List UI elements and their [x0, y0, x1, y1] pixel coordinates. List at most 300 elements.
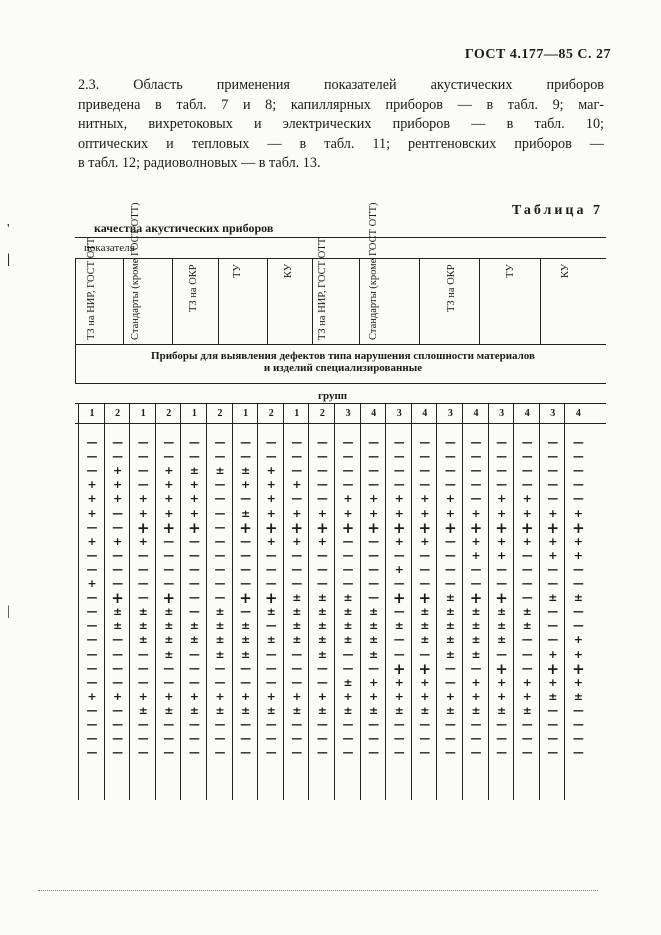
cell-mark: ±	[573, 689, 583, 703]
cell-mark: —	[444, 732, 456, 746]
cell-mark: ±	[138, 703, 148, 717]
cell-mark: ±	[189, 464, 199, 478]
cell-mark: —	[137, 450, 149, 464]
cell-mark: +	[546, 518, 560, 537]
cell-mark: —	[496, 746, 508, 760]
cell-mark: +	[522, 689, 532, 703]
column-divider	[419, 258, 420, 344]
cell-mark: —	[521, 562, 533, 576]
cell-mark: —	[163, 661, 175, 675]
cell-mark: —	[547, 718, 559, 731]
cell-mark: —	[112, 647, 124, 661]
cell-mark: —	[393, 718, 405, 731]
paragraph-line: приведена в табл. 7 и 8; капиллярных приборов — в табл. 9; маг-	[78, 96, 604, 113]
cell-mark: +	[471, 506, 481, 520]
cell-mark: —	[547, 478, 559, 492]
cell-mark: ±	[496, 605, 507, 619]
cell-mark: —	[419, 562, 431, 576]
cell-mark: —	[316, 478, 328, 492]
cell-mark: +	[573, 675, 583, 689]
cell-mark: —	[163, 534, 175, 548]
cell-mark: ±	[548, 689, 558, 703]
cell-mark: —	[265, 661, 277, 675]
group-divider	[436, 403, 437, 423]
paragraph-line: 2.3. Область применения показателей акустических приборов	[78, 77, 604, 93]
cell-mark: ±	[240, 647, 251, 661]
cell-mark: —	[547, 633, 559, 647]
cell-mark: —	[393, 450, 405, 464]
cell-mark: —	[137, 732, 149, 746]
cell-mark: +	[496, 675, 507, 689]
cell-mark: +	[240, 478, 251, 492]
data-column-rule	[283, 423, 284, 800]
cell-mark: +	[343, 689, 353, 703]
cell-mark: +	[87, 689, 97, 703]
cell-mark: +	[189, 689, 199, 703]
cell-mark: —	[137, 436, 149, 449]
group-divider	[564, 403, 565, 423]
cell-mark: —	[547, 619, 559, 633]
cell-mark: —	[86, 647, 98, 661]
cell-mark: —	[188, 562, 200, 576]
cell-mark: ±	[189, 619, 199, 633]
cell-mark: ±	[471, 605, 481, 619]
column-divider	[218, 258, 219, 344]
column-divider	[359, 258, 360, 344]
group-divider	[462, 403, 463, 423]
cell-mark: ±	[445, 703, 455, 717]
cell-mark: ±	[471, 633, 481, 647]
cell-mark: +	[164, 478, 174, 492]
cell-mark: +	[522, 675, 532, 689]
cell-mark: —	[470, 577, 482, 590]
cell-mark: —	[470, 450, 482, 464]
cell-mark: +	[520, 518, 534, 537]
cell-mark: +	[367, 518, 380, 537]
cell-mark: +	[239, 589, 252, 608]
cell-mark: ±	[522, 703, 532, 717]
page-header: ГОСТ 4.177—85 С. 27	[464, 47, 611, 62]
cell-mark: +	[112, 464, 123, 478]
cell-mark: —	[86, 464, 98, 478]
cell-mark: —	[393, 478, 405, 492]
cell-mark: —	[163, 746, 175, 760]
cell-mark: —	[86, 746, 98, 760]
cell-mark: —	[547, 703, 559, 717]
group-divider	[232, 403, 233, 423]
cell-mark: —	[188, 548, 200, 562]
cell-mark: +	[445, 506, 455, 520]
cell-mark: —	[240, 548, 252, 562]
cell-mark: +	[266, 689, 276, 703]
cell-mark: ±	[138, 605, 148, 619]
cell-mark: +	[572, 518, 585, 537]
col-header-ku: КУ	[283, 264, 294, 279]
cell-mark: +	[394, 534, 404, 548]
cell-mark: +	[548, 534, 558, 548]
table-label: Таблица 7	[511, 203, 603, 218]
cell-mark: +	[522, 492, 532, 506]
cell-mark: —	[444, 746, 456, 760]
cell-mark: —	[393, 577, 405, 590]
cell-mark: —	[214, 534, 226, 548]
cell-mark: —	[112, 675, 124, 689]
cell-mark: —	[265, 675, 277, 689]
cell-mark: —	[240, 732, 252, 746]
group-label: групп	[318, 390, 348, 402]
cell-mark: —	[240, 450, 252, 464]
cell-mark: —	[214, 591, 226, 605]
data-column-rule	[334, 423, 335, 800]
data-column-rule	[385, 423, 386, 800]
group-number: 4	[575, 408, 581, 419]
cell-mark: —	[470, 562, 482, 576]
cell-mark: —	[368, 591, 380, 605]
cell-mark: ±	[420, 633, 430, 647]
cell-mark: +	[292, 478, 302, 492]
cell-mark: +	[266, 478, 276, 492]
cell-mark: +	[496, 492, 507, 506]
cell-mark: +	[138, 506, 148, 520]
group-number: 3	[550, 408, 556, 419]
cell-mark: —	[86, 605, 98, 619]
cell-mark: —	[572, 436, 584, 449]
cell-mark: +	[316, 518, 329, 537]
cell-mark: —	[342, 478, 354, 492]
cell-mark: +	[162, 518, 176, 537]
cell-mark: —	[521, 647, 533, 661]
cell-mark: +	[420, 492, 430, 506]
cell-mark: —	[188, 718, 200, 731]
cell-mark: —	[291, 746, 303, 760]
section-bottom-rule	[75, 383, 606, 384]
cell-mark: +	[164, 464, 174, 478]
cell-mark: +	[471, 534, 481, 548]
cell-mark: —	[444, 577, 456, 590]
cell-mark: —	[291, 436, 303, 449]
data-column-rule	[488, 423, 489, 800]
data-column-rule	[308, 423, 309, 800]
cell-mark: +	[343, 492, 353, 506]
cell-mark: —	[470, 492, 482, 506]
cell-mark: ±	[368, 647, 379, 661]
group-number: 2	[166, 408, 172, 419]
cell-mark: —	[291, 464, 303, 478]
cell-mark: —	[86, 703, 98, 717]
cell-mark: —	[572, 577, 584, 590]
group-divider	[206, 403, 207, 423]
table-caption: качества акустических приборов	[94, 221, 274, 235]
cell-mark: +	[189, 492, 199, 506]
cell-mark: +	[290, 518, 304, 537]
column-divider	[479, 258, 480, 344]
cell-mark: —	[342, 718, 354, 731]
cell-mark: —	[137, 548, 149, 562]
cell-mark: —	[163, 562, 175, 576]
cell-mark: —	[214, 675, 226, 689]
margin-mark: |	[7, 252, 11, 267]
cell-mark: —	[547, 732, 559, 746]
cell-mark: —	[342, 534, 354, 548]
cell-mark: ±	[522, 619, 532, 633]
cell-mark: +	[317, 534, 327, 548]
column-divider	[312, 258, 313, 344]
cell-mark: —	[214, 478, 226, 492]
cell-mark: —	[163, 718, 175, 731]
cell-mark: +	[138, 492, 148, 506]
data-column-rule	[129, 423, 130, 800]
cell-mark: —	[137, 478, 149, 492]
cell-mark: —	[521, 478, 533, 492]
cell-mark: +	[292, 506, 302, 520]
cell-mark: —	[86, 633, 98, 647]
group-divider	[257, 403, 258, 423]
cell-mark: —	[547, 492, 559, 506]
cell-mark: —	[496, 436, 508, 449]
cell-mark: ±	[368, 619, 379, 633]
cell-mark: ±	[240, 703, 251, 717]
data-column-rule	[564, 423, 565, 800]
cell-mark: —	[265, 450, 277, 464]
cell-mark: ±	[215, 647, 225, 661]
cell-mark: +	[164, 506, 174, 520]
group-divider	[411, 403, 412, 423]
cell-mark: —	[240, 577, 252, 590]
cell-mark: —	[547, 450, 559, 464]
cell-mark: +	[420, 689, 430, 703]
cell-mark: +	[341, 518, 355, 537]
cell-mark: —	[572, 478, 584, 492]
cell-mark: —	[163, 577, 175, 590]
cell-mark: —	[496, 647, 508, 661]
footer-dotted-line	[38, 890, 598, 892]
cell-mark: —	[444, 718, 456, 731]
cell-mark: ±	[138, 633, 148, 647]
cell-mark: —	[521, 464, 533, 478]
cell-mark: +	[266, 506, 276, 520]
cell-mark: —	[214, 661, 226, 675]
cell-mark: —	[291, 577, 303, 590]
cell-mark: +	[522, 506, 532, 520]
data-column-rule	[155, 423, 156, 800]
cell-mark: —	[496, 577, 508, 590]
cell-mark: —	[316, 436, 328, 449]
cell-mark: —	[112, 746, 124, 760]
cell-mark: —	[572, 718, 584, 731]
cell-mark: —	[137, 718, 149, 731]
cell-mark: —	[470, 661, 482, 675]
cell-mark: —	[316, 732, 328, 746]
cell-mark: +	[317, 689, 327, 703]
table-header-rule	[75, 258, 606, 259]
cell-mark: —	[444, 478, 456, 492]
cell-mark: ±	[445, 619, 455, 633]
cell-mark: —	[240, 675, 252, 689]
group-number: 3	[499, 408, 505, 419]
cell-mark: +	[240, 689, 251, 703]
table-top-rule	[75, 237, 606, 238]
cell-mark: +	[548, 675, 558, 689]
data-column-rule	[411, 423, 412, 800]
cell-mark: —	[86, 591, 98, 605]
cell-mark: +	[138, 534, 148, 548]
cell-mark: —	[214, 492, 226, 506]
cell-mark: ±	[266, 633, 276, 647]
cell-mark: —	[368, 450, 380, 464]
col-header-tz-nir-2: ТЗ на НИР, ГОСТ ОТТ	[317, 237, 328, 340]
cell-mark: ±	[240, 633, 251, 647]
cell-mark: —	[444, 436, 456, 449]
section-left-rule	[75, 344, 76, 383]
cell-mark: +	[420, 675, 430, 689]
cell-mark: ±	[471, 619, 481, 633]
data-column-rule	[436, 423, 437, 800]
cell-mark: —	[444, 534, 456, 548]
cell-mark: —	[444, 464, 456, 478]
cell-mark: —	[444, 661, 456, 675]
cell-mark: —	[112, 703, 124, 717]
cell-mark: —	[368, 534, 380, 548]
cell-mark: —	[137, 464, 149, 478]
col-header-standards-2: Стандарты (кроме ГОСТ ОТТ)	[368, 202, 379, 340]
cell-mark: ±	[112, 619, 123, 633]
cell-mark: —	[214, 718, 226, 731]
cell-mark: +	[266, 492, 276, 506]
cell-mark: —	[470, 478, 482, 492]
cell-mark: ±	[343, 591, 353, 605]
cell-mark: —	[444, 562, 456, 576]
group-divider	[308, 403, 309, 423]
cell-mark: +	[215, 689, 225, 703]
cell-mark: ±	[343, 605, 353, 619]
data-column-rule	[360, 423, 361, 800]
cell-mark: —	[291, 548, 303, 562]
cell-mark: +	[188, 518, 201, 537]
cell-mark: ±	[215, 703, 225, 717]
cell-mark: —	[112, 732, 124, 746]
cell-mark: —	[137, 577, 149, 590]
margin-mark: |	[7, 604, 10, 619]
cell-mark: ±	[164, 647, 174, 661]
data-column-rule	[104, 423, 105, 800]
data-column-rule	[513, 423, 514, 800]
column-divider	[172, 258, 173, 344]
cell-mark: +	[343, 506, 353, 520]
cell-mark: —	[521, 718, 533, 731]
column-divider	[267, 258, 268, 344]
cell-mark: —	[316, 548, 328, 562]
cell-mark: +	[317, 506, 327, 520]
cell-mark: —	[419, 718, 431, 731]
cell-mark: —	[444, 450, 456, 464]
cell-mark: ±	[215, 464, 225, 478]
cell-mark: —	[342, 746, 354, 760]
cell-mark: ±	[138, 619, 148, 633]
cell-mark: ±	[368, 605, 379, 619]
cell-mark: +	[368, 675, 379, 689]
group-number: 3	[447, 408, 453, 419]
cell-mark: ±	[445, 633, 455, 647]
cell-mark: —	[316, 562, 328, 576]
column-divider	[75, 258, 76, 344]
cell-mark: +	[445, 689, 455, 703]
data-column-rule	[206, 423, 207, 800]
cell-mark: —	[547, 436, 559, 449]
cell-mark: —	[214, 506, 226, 520]
group-number: 2	[115, 408, 121, 419]
cell-mark: ±	[240, 619, 251, 633]
cell-mark: —	[86, 619, 98, 633]
cell-mark: —	[572, 746, 584, 760]
cell-mark: —	[265, 732, 277, 746]
cell-mark: —	[521, 661, 533, 675]
cell-mark: —	[163, 732, 175, 746]
cell-mark: —	[419, 746, 431, 760]
cell-mark: —	[470, 464, 482, 478]
cell-mark: +	[87, 577, 97, 590]
cell-mark: +	[495, 518, 508, 537]
group-number: 2	[268, 408, 274, 419]
cell-mark: —	[163, 675, 175, 689]
cell-mark: —	[86, 548, 98, 562]
cell-mark: ±	[164, 605, 174, 619]
cell-mark: —	[393, 633, 405, 647]
cell-mark: —	[521, 548, 533, 562]
cell-mark: ±	[189, 633, 199, 647]
group-divider	[539, 403, 540, 423]
cell-mark: ±	[292, 605, 302, 619]
cell-mark: —	[572, 703, 584, 717]
cell-mark: —	[112, 718, 124, 731]
group-divider	[180, 403, 181, 423]
cell-mark: —	[265, 562, 277, 576]
cell-mark: —	[188, 605, 200, 619]
cell-mark: +	[573, 506, 583, 520]
cell-mark: +	[573, 647, 583, 661]
cell-mark: ±	[317, 633, 327, 647]
cell-mark: —	[342, 647, 354, 661]
cell-mark: —	[547, 562, 559, 576]
cell-mark: —	[419, 464, 431, 478]
cell-mark: +	[420, 506, 430, 520]
cell-mark: —	[291, 718, 303, 731]
data-column-rule	[462, 423, 463, 800]
cell-mark: —	[368, 577, 380, 590]
col-header-tz-okr-2: ТЗ на ОКР	[446, 264, 457, 312]
cell-mark: +	[496, 689, 507, 703]
cell-mark: —	[547, 577, 559, 590]
cell-mark: ±	[292, 619, 302, 633]
cell-mark: —	[521, 450, 533, 464]
cell-mark: ±	[317, 647, 327, 661]
cell-mark: +	[548, 647, 558, 661]
cell-mark: ±	[240, 464, 251, 478]
cell-mark: —	[214, 577, 226, 590]
cell-mark: —	[137, 562, 149, 576]
cell-mark: —	[188, 436, 200, 449]
cell-mark: —	[214, 732, 226, 746]
cell-mark: —	[112, 450, 124, 464]
cell-mark: —	[521, 732, 533, 746]
cell-mark: —	[393, 605, 405, 619]
cell-mark: +	[264, 518, 278, 537]
cell-mark: —	[496, 732, 508, 746]
cell-mark: +	[573, 534, 583, 548]
cell-mark: +	[266, 464, 276, 478]
cell-mark: —	[342, 661, 354, 675]
cell-mark: —	[419, 647, 431, 661]
cell-mark: +	[495, 659, 508, 678]
